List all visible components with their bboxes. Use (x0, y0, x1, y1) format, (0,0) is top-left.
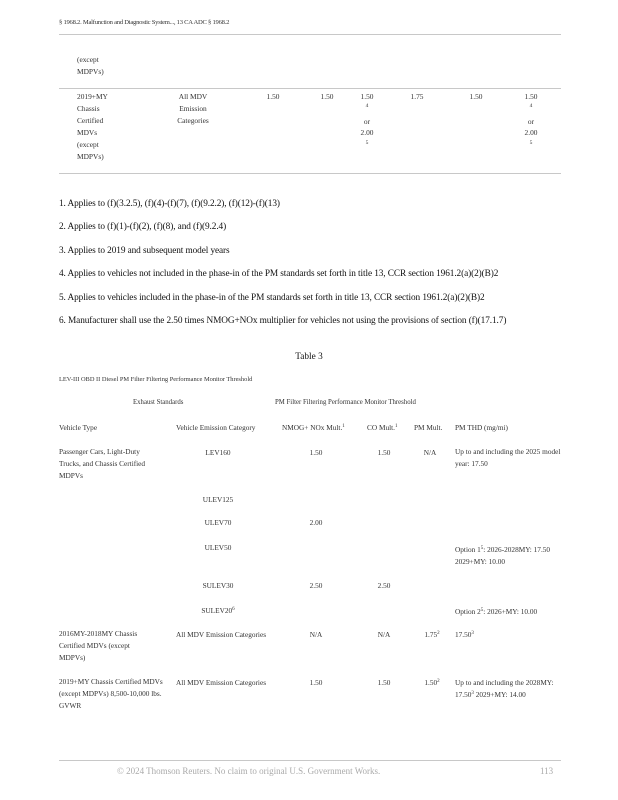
vehicle-line-2: Chassis (77, 104, 100, 113)
value-2: 1.50 (320, 92, 334, 101)
row4-thd-line-1: Option $1^5$: 2026-2028MY: 17.50 (455, 545, 551, 554)
footnote-5: 5. Applies to vehicles included in the phase-in of the PM standards set forth in title 13, CCR section 1961.2(a)(2)(B)2 (59, 293, 485, 303)
value-1: 1.50 (266, 92, 280, 101)
value-6-line-1: 1.50 (524, 92, 538, 101)
row8-vehicle-type: 2019+MY Chassis Certified MDVs (except MDPVs) 8,500-10,000 lbs. GVWR (59, 677, 163, 710)
row4-thd-line-2: 2029+MY: 10.00 (455, 557, 506, 566)
row7-co: N/A (377, 630, 391, 639)
row8-thd-line-2: 17.50$^3$ 2029+MY: 14.00 (455, 690, 526, 699)
value-6-or: or (527, 117, 535, 126)
col-co-mult: CO Mult.$^1$ (367, 423, 398, 432)
footnote-2: 2. Applies to (f)(1)-(f)(2), (f)(8), and (f)(9.2.4) (59, 222, 227, 232)
col-pm-mult: PM Mult. (414, 423, 443, 432)
category-line-2: Emission (179, 104, 207, 113)
row1-vehicle-type: Passenger Cars, Light-Duty Trucks, and Chassis Certified MDPVs (59, 447, 146, 480)
row7-thd: 17.50$^3$ (455, 630, 474, 639)
row1-thd: Up to and including the 2025 model year: 17.50 (455, 447, 561, 468)
row6-category: $SULEV20^6$ (201, 606, 235, 615)
row6-thd: Option $2^5$: 2026+MY: 10.00 (455, 607, 538, 616)
row7-nmog: N/A (309, 630, 323, 639)
category-line-3: Categories (177, 116, 209, 125)
value-6-line-2: 2.00 (524, 128, 538, 137)
row8-nmog: 1.50 (309, 678, 323, 687)
header-rule (59, 34, 561, 35)
footnote-6: 6. Manufacturer shall use the 2.50 times NMOG+NOx multiplier for vehicles not using the provisions of section (f)(17.1.7) (59, 316, 507, 326)
col-nmog-mult: NMOG+ NOx Mult.$^1$ (282, 423, 345, 432)
footnote-4: 4. Applies to vehicles not included in the phase-in of the PM standards set forth in title 13, CCR section 1961.2(a)(2)(B)2 (59, 269, 499, 279)
row7-vehicle-type: 2016MY-2018MY Chassis Certified MDVs (except MDPVs) (59, 629, 138, 662)
row1-nmog: 1.50 (309, 448, 323, 457)
footer-rule (59, 760, 561, 761)
group-header-exhaust: Exhaust Standards (133, 399, 184, 406)
group-header-pm-filter: PM Filter Filtering Performance Monitor Threshold (275, 399, 416, 406)
row5-category: SULEV30 (202, 581, 234, 590)
row1-co: 1.50 (377, 448, 391, 457)
value-3-line-1: 1.50 (360, 92, 374, 101)
footnote-3: 3. Applies to 2019 and subsequent model years (59, 246, 230, 256)
row4-category: ULEV50 (204, 543, 232, 552)
row8-category: All MDV Emission Categories (175, 678, 267, 687)
value-3-or: or (363, 117, 371, 126)
value-3-line-2: 2.00 (360, 128, 374, 137)
row2-category: ULEV125 (202, 495, 234, 504)
row5-nmog: 2.50 (309, 581, 323, 590)
row1-pm: N/A (423, 448, 437, 457)
row7-category: All MDV Emission Categories (175, 630, 267, 639)
footnote-1: 1. Applies to (f)(3.2.5), (f)(4)-(f)(7), (f)(9.2.2), (f)(12)-(f)(13) (59, 199, 280, 209)
value-4: 1.75 (410, 92, 424, 101)
table-3-title: Table 3 (295, 352, 323, 362)
row8-co: 1.50 (377, 678, 391, 687)
category-line-1: All MDV (178, 92, 208, 101)
vehicle-line-4: MDVs (77, 128, 98, 137)
table-top-bottom-rule (59, 173, 561, 174)
row7-pm: 1.75$^2$ (424, 630, 440, 639)
row1-category: LEV160 (205, 448, 231, 457)
row8-pm: 1.50$^2$ (424, 678, 440, 687)
value-5: 1.50 (469, 92, 483, 101)
col-vehicle-type: Vehicle Type (59, 423, 98, 432)
vehicle-line-6: MDPVs) (77, 152, 104, 161)
value-3-footnote-b: 5 (365, 140, 369, 146)
row3-nmog: 2.00 (309, 518, 323, 527)
table-3-caption: LEV-III OBD II Diesel PM Filter Filtering Performance Monitor Threshold (59, 376, 253, 383)
continuation-line-1: (except (77, 55, 99, 64)
value-6-footnote-a: 4 (529, 103, 533, 109)
value-3-footnote-a: 4 (365, 103, 369, 109)
page-number: 113 (540, 766, 554, 776)
col-pm-thd: PM THD (mg/mi) (455, 423, 508, 432)
vehicle-line-1: 2019+MY (77, 92, 108, 101)
vehicle-line-5: (except (77, 140, 99, 149)
row5-co: 2.50 (377, 581, 391, 590)
vehicle-line-3: Certified (77, 116, 104, 125)
row8-thd-line-1: Up to and including the 2028MY: (455, 678, 554, 687)
document-header: § 1968.2. Malfunction and Diagnostic System..., 13 CA ADC § 1968.2 (59, 19, 230, 26)
table-top-row-rule (59, 88, 561, 89)
value-6-footnote-b: 5 (529, 140, 533, 146)
col-emission-category: Vehicle Emission Category (176, 423, 256, 432)
footer-copyright: © 2024 Thomson Reuters. No claim to original U.S. Government Works. (117, 766, 381, 776)
row3-category: ULEV70 (204, 518, 232, 527)
continuation-line-2: MDPVs) (77, 67, 104, 76)
